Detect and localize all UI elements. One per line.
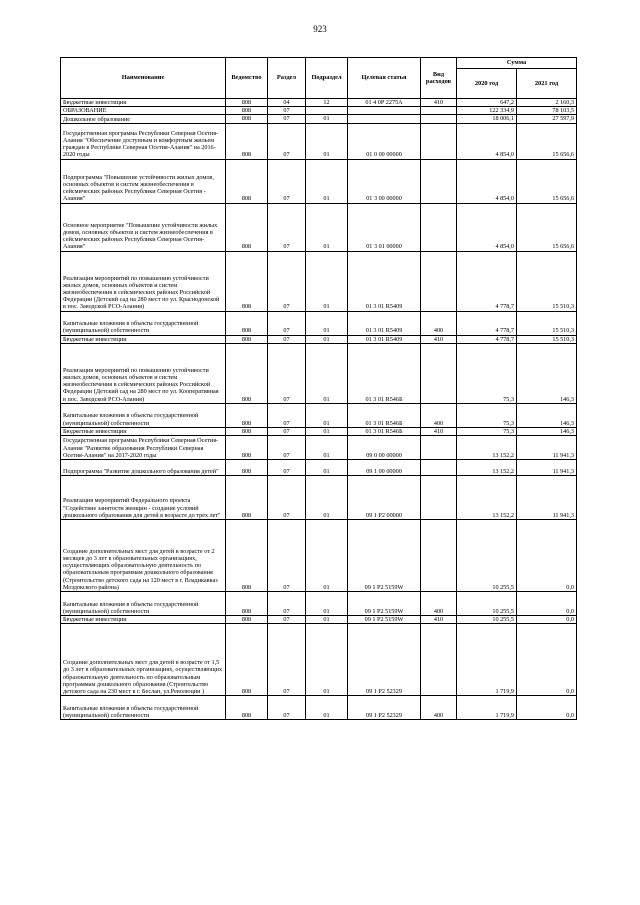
name-cell (61, 403, 226, 427)
col-header-2021: 2021 год (517, 69, 577, 99)
expense-type-cell (421, 460, 457, 476)
sum-2020-cell: 13 152,2 (457, 476, 517, 520)
sum-2021-cell: 0,0 (517, 616, 577, 624)
ministry-cell: 808 (226, 696, 268, 720)
section-cell: 04 (268, 99, 306, 107)
name-cell (61, 159, 226, 203)
target-cell: 01 3 01 R546Б (348, 403, 421, 427)
name-text: Государственная программа Республики Северная Осетия-Алания "Развитие образования Республики Северная Осетия-Алания" на 2017-2020 годы (63, 437, 219, 459)
name-cell (61, 616, 226, 624)
ministry-cell: 808 (226, 335, 268, 343)
sum-2021-cell: 146,3 (517, 427, 577, 435)
subsection-cell: 01 (306, 436, 348, 460)
col-header-expense-type: Вид расходов (421, 58, 457, 99)
table-row (61, 403, 577, 427)
target-cell: 09 1 P2 52329 (348, 696, 421, 720)
sum-2021-cell: 146,3 (517, 403, 577, 427)
sum-2020-cell: 75,3 (457, 343, 517, 403)
table-row (61, 107, 577, 115)
section-cell: 07 (268, 343, 306, 403)
sum-2021-cell: 27 597,9 (517, 115, 577, 123)
sum-2021-cell: 0,0 (517, 696, 577, 720)
expense-type-cell (421, 436, 457, 460)
subsection-cell: 01 (306, 520, 348, 592)
sum-2021-cell: 15 510,3 (517, 251, 577, 311)
name-cell (61, 115, 226, 123)
sum-2020-cell: 1 719,9 (457, 624, 517, 696)
table-row (61, 311, 577, 335)
expense-type-cell: 410 (421, 427, 457, 435)
subsection-cell: 01 (306, 251, 348, 311)
name-text: Реализация мероприятий по повышению устойчивости жилых домов, основных объектов и систем жизнеобеспечения в сейсмических районах Российской Федерации (Детский сад на 280 мест по ул. Краснодонской в пос. Заводской РСО-Алания) (63, 274, 220, 311)
ministry-cell: 808 (226, 427, 268, 435)
expense-type-cell: 410 (421, 99, 457, 107)
target-cell: 09 1 P2 5159W (348, 616, 421, 624)
table-row (61, 616, 577, 624)
expense-type-cell (421, 476, 457, 520)
table-row (61, 203, 577, 251)
subsection-cell: 12 (306, 99, 348, 107)
ministry-cell: 808 (226, 311, 268, 335)
expense-type-cell: 400 (421, 592, 457, 616)
sum-2021-cell: 15 656,6 (517, 123, 577, 159)
expense-type-cell: 400 (421, 311, 457, 335)
section-cell: 07 (268, 107, 306, 115)
table-row (61, 460, 577, 476)
col-header-2020: 2020 год (457, 69, 517, 99)
section-cell: 07 (268, 159, 306, 203)
target-cell: 01 3 00 00000 (348, 159, 421, 203)
budget-table (60, 57, 577, 720)
name-text: Бюджетные инвестиции (63, 99, 127, 107)
table-row (61, 251, 577, 311)
ministry-cell: 808 (226, 343, 268, 403)
expense-type-cell (421, 159, 457, 203)
expense-type-cell (421, 115, 457, 123)
table-row (61, 99, 577, 107)
sum-2021-cell: 78 103,5 (517, 107, 577, 115)
subsection-cell: 01 (306, 159, 348, 203)
subsection-cell: 01 (306, 203, 348, 251)
sum-2020-cell: 4 778,7 (457, 311, 517, 335)
subsection-cell: 01 (306, 335, 348, 343)
section-cell: 07 (268, 311, 306, 335)
sum-2020-cell: 4 854,0 (457, 159, 517, 203)
ministry-cell: 808 (226, 251, 268, 311)
subsection-cell: 01 (306, 476, 348, 520)
sum-2020-cell: 75,3 (457, 427, 517, 435)
expense-type-cell: 410 (421, 335, 457, 343)
expense-type-cell (421, 343, 457, 403)
col-header-sum: Сумма (457, 58, 577, 69)
ministry-cell: 808 (226, 403, 268, 427)
sum-2020-cell: 10 255,5 (457, 520, 517, 592)
section-cell: 07 (268, 624, 306, 696)
sum-2021-cell: 0,0 (517, 592, 577, 616)
name-cell (61, 99, 226, 107)
name-text: Бюджетные инвестиции (63, 335, 127, 343)
sum-2021-cell: 11 941,3 (517, 476, 577, 520)
table-row (61, 520, 577, 592)
table-row (61, 624, 577, 696)
section-cell: 07 (268, 123, 306, 159)
section-cell: 07 (268, 460, 306, 476)
sum-2021-cell: 0,0 (517, 520, 577, 592)
ministry-cell: 808 (226, 520, 268, 592)
name-text: Создание дополнительных мест для детей в возрасте от 2 месяцев до 3 лет в образовательных организациях, осуществляющих образовательную деятельность по образовательным программам дошкольного образования (Строительство детского сада на 120 мест в г. Владикавказ Моздокского района) (63, 547, 218, 591)
name-text: Капитальные вложения в объекты государственной (муниципальной) собственности (63, 412, 199, 427)
target-cell: 01 3 01 R5409 (348, 251, 421, 311)
name-cell (61, 460, 226, 476)
name-text: Реализация мероприятий Федерального проекта "Содействие занятости женщин - создание условий дошкольного образования для детей в возрасте до трех лет" (63, 497, 221, 519)
name-cell (61, 107, 226, 115)
sum-2021-cell: 15 656,6 (517, 203, 577, 251)
name-cell (61, 123, 226, 159)
expense-type-cell (421, 624, 457, 696)
subsection-cell (306, 107, 348, 115)
section-cell: 07 (268, 616, 306, 624)
section-cell: 07 (268, 335, 306, 343)
col-header-target: Целевая статья (348, 58, 421, 99)
name-text: Основное мероприятие "Повышение устойчивости жилых домов, основных объектов и систем жизнеобеспечения в сейсмических районах Республики Северная Осетия-Алания" (63, 221, 218, 251)
name-cell (61, 427, 226, 435)
expense-type-cell: 400 (421, 403, 457, 427)
name-text: ОБРАЗОВАНИЕ (63, 107, 107, 115)
table-row (61, 476, 577, 520)
col-header-subsection: Подраздел (306, 58, 348, 99)
name-text: Капитальные вложения в объекты государственной (муниципальной) собственности (63, 704, 199, 720)
ministry-cell: 808 (226, 436, 268, 460)
table-body (61, 99, 577, 720)
section-cell: 07 (268, 436, 306, 460)
subsection-cell: 01 (306, 403, 348, 427)
section-cell: 07 (268, 520, 306, 592)
table-row (61, 427, 577, 435)
section-cell: 07 (268, 115, 306, 123)
target-cell: 01 3 01 R546Б (348, 427, 421, 435)
subsection-cell: 01 (306, 427, 348, 435)
ministry-cell: 808 (226, 592, 268, 616)
name-text: Бюджетные инвестиции (63, 616, 127, 624)
sum-2020-cell: 75,3 (457, 403, 517, 427)
expense-type-cell: 400 (421, 696, 457, 720)
table-row (61, 159, 577, 203)
subsection-cell: 01 (306, 123, 348, 159)
sum-2020-cell: 13 152,2 (457, 436, 517, 460)
ministry-cell: 808 (226, 476, 268, 520)
col-header-section: Раздел (268, 58, 306, 99)
sum-2020-cell: 4 854,0 (457, 203, 517, 251)
target-cell: 09 0 00 00000 (348, 436, 421, 460)
sum-2021-cell: 0,0 (517, 624, 577, 696)
sum-2020-cell: 1 719,9 (457, 696, 517, 720)
table-row (61, 436, 577, 460)
col-header-name: Наименование (61, 58, 226, 99)
sum-2020-cell: 10 255,5 (457, 616, 517, 624)
sum-2020-cell: 13 152,2 (457, 460, 517, 476)
sum-2020-cell: 10 255,5 (457, 592, 517, 616)
ministry-cell: 808 (226, 159, 268, 203)
ministry-cell: 808 (226, 616, 268, 624)
name-text: Подпрограмма "Повышение устойчивости жилых домов, основных объектов и систем жизнеобеспечения в сейсмических районах Республики Северная Осетия - Алания" (63, 173, 214, 203)
table-row (61, 343, 577, 403)
section-cell: 07 (268, 403, 306, 427)
name-text: Государственная программа Республики Северная Осетия-Алания "Обеспечение доступным и комфортным жильем граждан в Республике Северная Осетия-Алания" на 2016-2020 годы (63, 129, 219, 159)
sum-2020-cell: 4 778,7 (457, 335, 517, 343)
sum-2021-cell: 15 510,3 (517, 335, 577, 343)
target-cell: 09 1 P2 00000 (348, 476, 421, 520)
target-cell: 01 4 0Р 2275А (348, 99, 421, 107)
name-cell (61, 592, 226, 616)
name-cell (61, 343, 226, 403)
target-cell (348, 107, 421, 115)
expense-type-cell (421, 203, 457, 251)
table-row (61, 592, 577, 616)
name-cell (61, 624, 226, 696)
name-text: Реализация мероприятий по повышению устойчивости жилых домов, основных объектов и систем жизнеобеспечения в сейсмических районах Российской Федерации (Детский сад на 280 мест по ул. Кооперативная в пос. Заводской РСО-Алания) (63, 366, 219, 403)
name-cell (61, 251, 226, 311)
target-cell: 01 3 01 R5409 (348, 311, 421, 335)
ministry-cell: 808 (226, 203, 268, 251)
target-cell: 01 0 00 00000 (348, 123, 421, 159)
target-cell: 09 1 00 00000 (348, 460, 421, 476)
name-text: Дошкольное образование (63, 115, 131, 123)
expense-type-cell (421, 520, 457, 592)
name-cell (61, 436, 226, 460)
target-cell: 01 3 01 R546Б (348, 343, 421, 403)
section-cell: 07 (268, 427, 306, 435)
sum-2021-cell: 11 941,3 (517, 460, 577, 476)
sum-2020-cell: 4 854,0 (457, 123, 517, 159)
table-row (61, 335, 577, 343)
target-cell: 09 1 P2 5159W (348, 592, 421, 616)
target-cell: 09 1 P2 5159W (348, 520, 421, 592)
ministry-cell: 808 (226, 624, 268, 696)
expense-type-cell: 410 (421, 616, 457, 624)
table-row (61, 123, 577, 159)
target-cell: 09 1 P2 52329 (348, 624, 421, 696)
subsection-cell: 01 (306, 592, 348, 616)
sum-2021-cell: 2 160,3 (517, 99, 577, 107)
sum-2020-cell: 18 006,1 (457, 115, 517, 123)
subsection-cell: 01 (306, 311, 348, 335)
name-cell (61, 311, 226, 335)
target-cell: 01 3 01 00000 (348, 203, 421, 251)
name-cell (61, 520, 226, 592)
section-cell: 07 (268, 203, 306, 251)
sum-2021-cell: 15 656,6 (517, 159, 577, 203)
section-cell: 07 (268, 476, 306, 520)
subsection-cell: 01 (306, 343, 348, 403)
expense-type-cell (421, 123, 457, 159)
sum-2020-cell: 122 334,9 (457, 107, 517, 115)
subsection-cell: 01 (306, 616, 348, 624)
name-text: Капитальные вложения в объекты государственной (муниципальной) собственности (63, 600, 199, 615)
table-row (61, 696, 577, 720)
name-cell (61, 203, 226, 251)
sum-2020-cell: 4 778,7 (457, 251, 517, 311)
section-cell: 07 (268, 696, 306, 720)
name-text: Капитальные вложения в объекты государственной (муниципальной) собственности (63, 320, 199, 335)
expense-type-cell (421, 251, 457, 311)
subsection-cell: 01 (306, 115, 348, 123)
name-cell (61, 335, 226, 343)
subsection-cell: 01 (306, 696, 348, 720)
ministry-cell: 808 (226, 99, 268, 107)
page-number: 923 (313, 24, 327, 34)
sum-2020-cell: 647,2 (457, 99, 517, 107)
section-cell: 07 (268, 592, 306, 616)
subsection-cell: 01 (306, 460, 348, 476)
target-cell (348, 115, 421, 123)
name-text: Подпрограмма "Развитие дошкольного образования детей" (63, 467, 219, 475)
target-cell: 01 3 01 R5409 (348, 335, 421, 343)
expense-type-cell (421, 107, 457, 115)
ministry-cell: 808 (226, 460, 268, 476)
subsection-cell: 01 (306, 624, 348, 696)
name-text: Бюджетные инвестиции (63, 428, 127, 436)
sum-2021-cell: 11 941,3 (517, 436, 577, 460)
name-cell (61, 696, 226, 720)
sum-2021-cell: 146,3 (517, 343, 577, 403)
sum-2021-cell: 15 510,3 (517, 311, 577, 335)
table-row (61, 115, 577, 123)
ministry-cell: 808 (226, 107, 268, 115)
name-text: Создание дополнительных мест для детей в возрасте от 1,5 до 3 лет в образовательных организациях, осуществляющих образовательную деятельность по образовательным программам дошкольного образования (Строительство детского сада на 230 мест в г. Беслан, ул.Революции ) (63, 659, 223, 696)
ministry-cell: 808 (226, 115, 268, 123)
name-cell (61, 476, 226, 520)
ministry-cell: 808 (226, 123, 268, 159)
section-cell: 07 (268, 251, 306, 311)
col-header-ministry: Ведомство (226, 58, 268, 99)
